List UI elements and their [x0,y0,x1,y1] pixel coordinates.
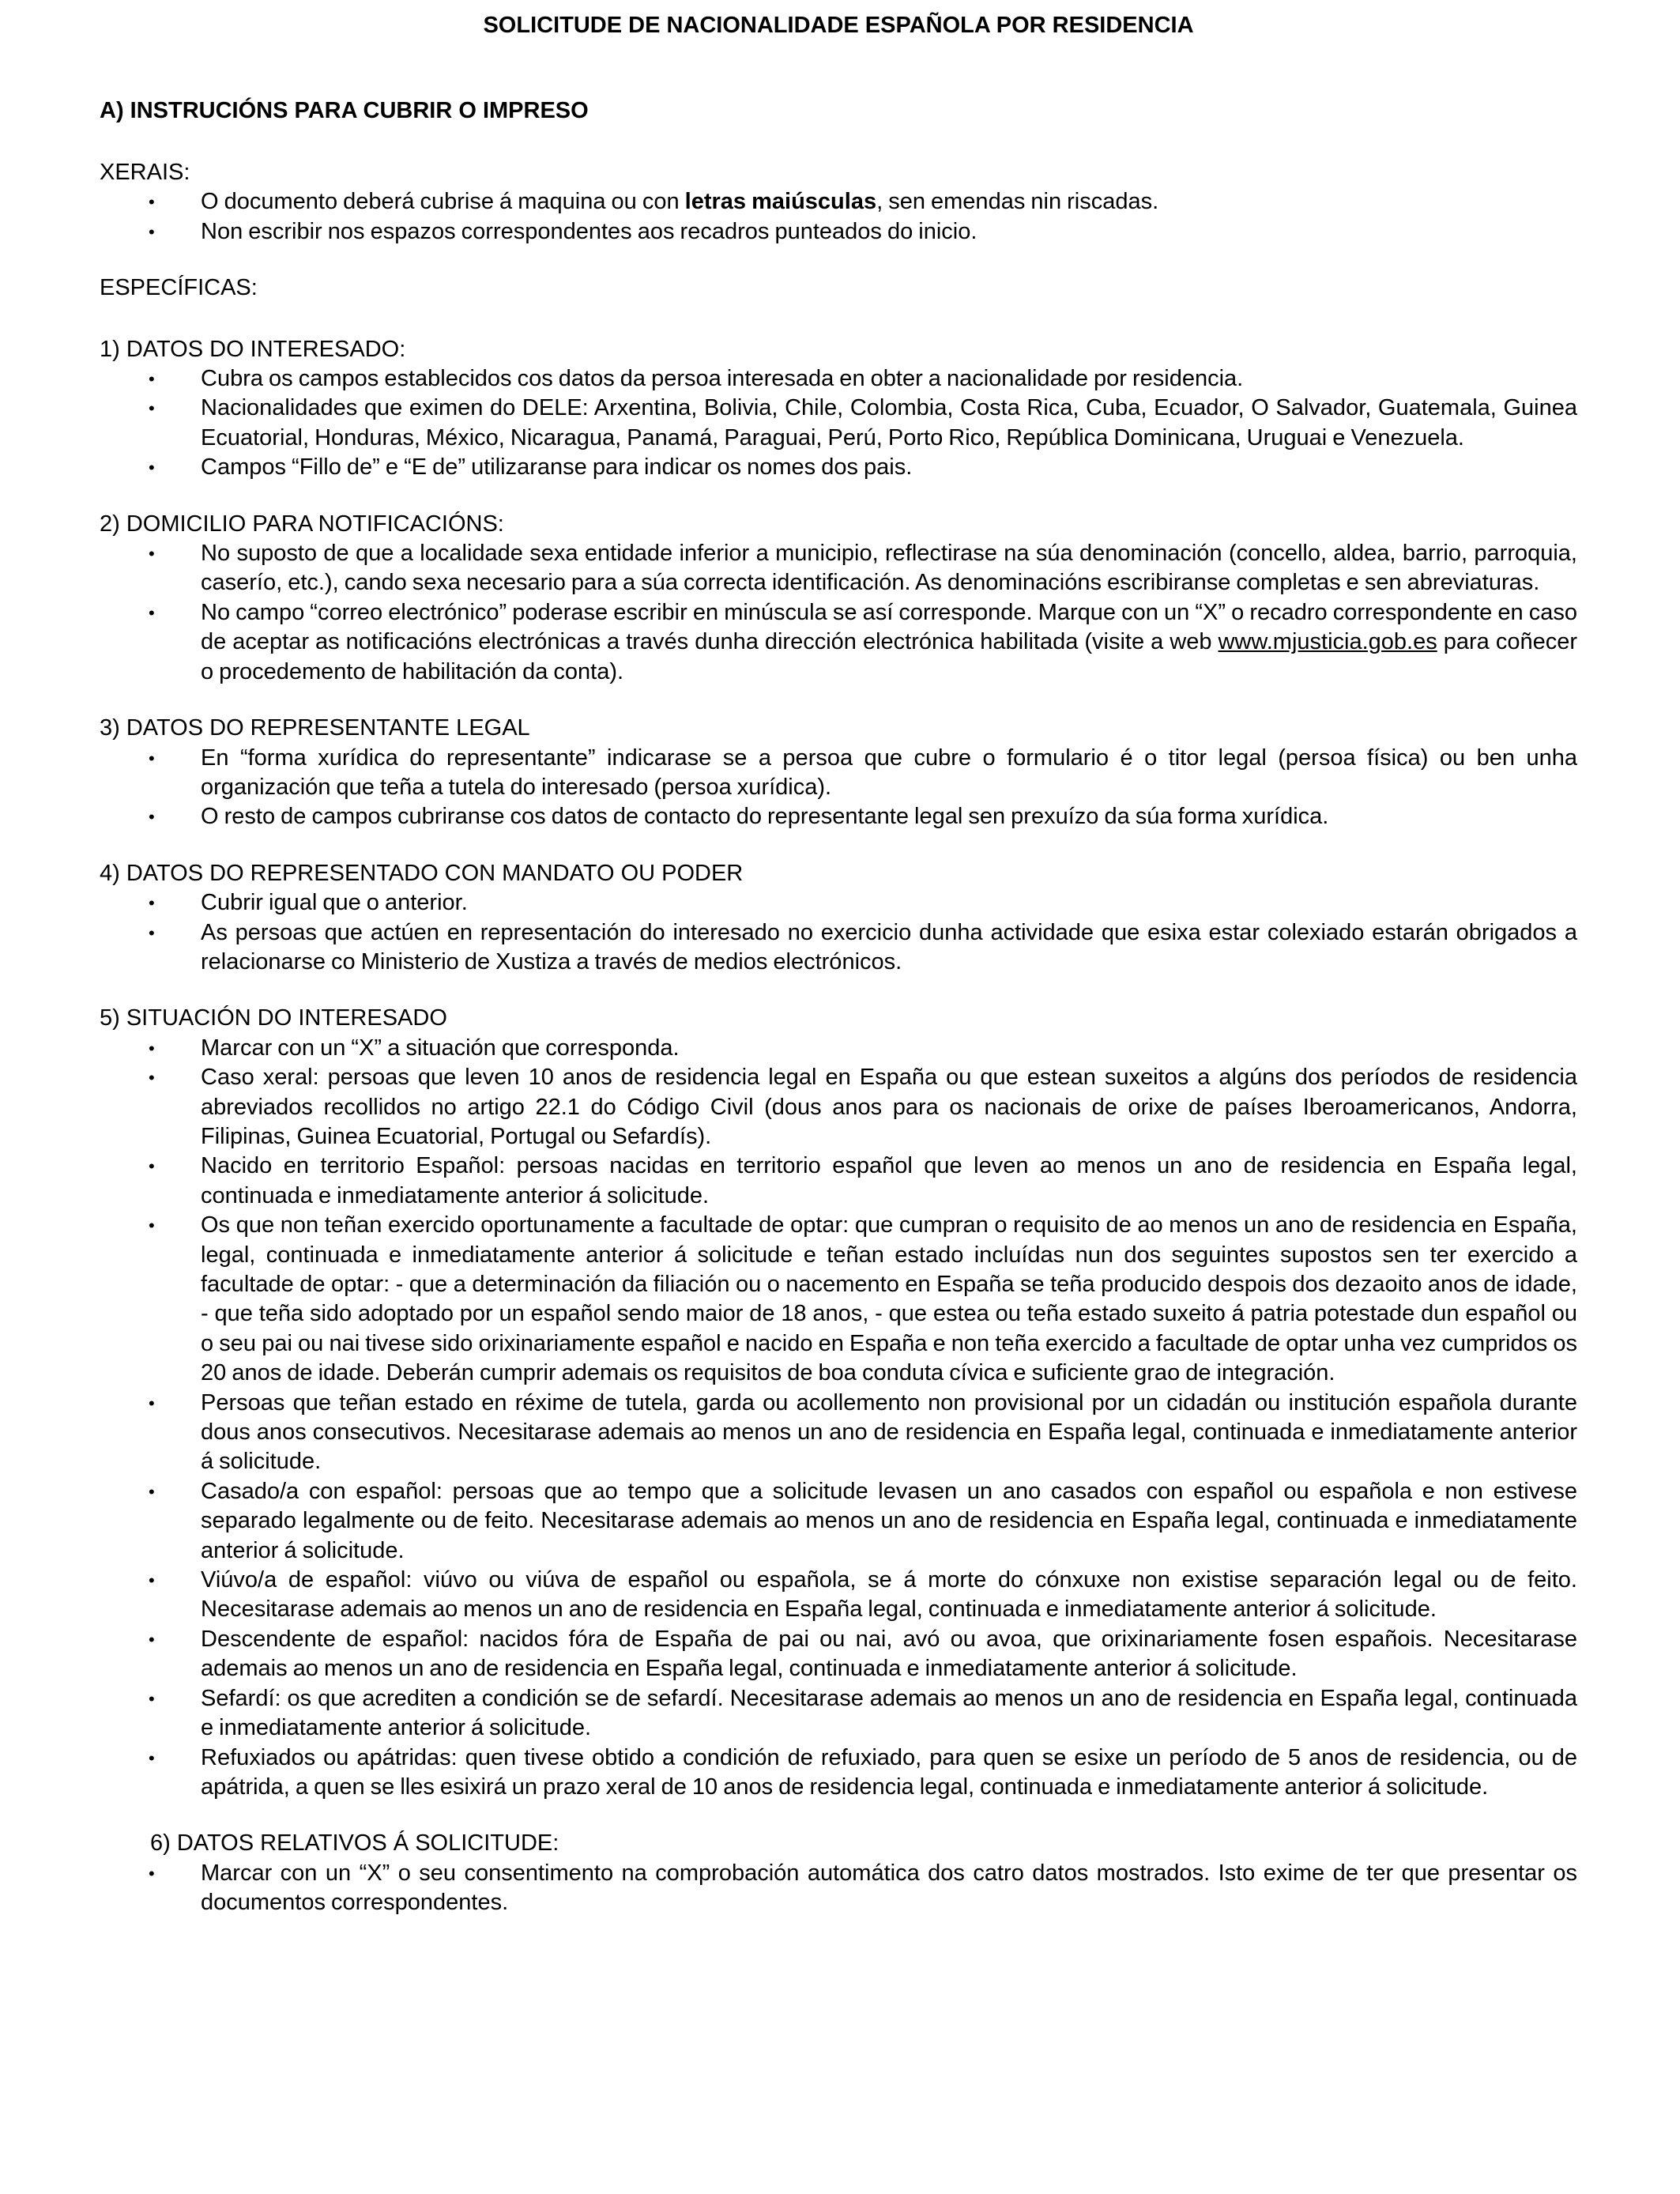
section-3-heading: 3) DATOS DO REPRESENTANTE LEGAL [100,715,530,741]
list-item [100,453,1577,482]
item-text: Caso xeral: persoas que leven 10 anos de residencia legal en España ou que estean suxeitos a algúns dos períodos de residencia abreviados recollidos no artigo 22.1 do Código Civil (dous anos para os nacionais de orixe de países Iberoamericanos, Andorra, Filipinas, Guinea Ecuatorial, Portugal ou Sefardís). [201,1065,1577,1149]
item-text: Persoas que teñan estado en réxime de tutela, garda ou acollemento non provisional por un cidadán ou institución española durante dous anos consecutivos. Necesitarase ademais ao menos un ano de residencia en España legal, continuada e inmediatamente anterior á solicitude. [201,1389,1577,1475]
list-item [100,744,1577,803]
list-item [100,1152,1577,1211]
bullet-icon: • [149,544,155,564]
item-text: O documento deberá cubrise á maquina ou con letras maiúsculas, sen emendas nin riscadas. [201,189,1159,215]
item-text: Sefardí: os que acrediten a condición se de sefardí. Necesitarase ademais ao menos un ano de residencia en España legal, continuada e inmediatamente anterior á solicitude. [201,1685,1577,1741]
section-a-title: A) INSTRUCIÓNS PARA CUBRIR O IMPRESO [100,98,589,123]
xerais-heading: XERAIS: [100,160,190,185]
section-4-heading: 4) DATOS DO REPRESENTADO CON MANDATO OU PODER [100,860,744,886]
item-text: Marcar con un “X” o seu consentimento na comprobación automática dos catro datos mostrados. Isto exime de ter que presentar os documentos correspondentes. [201,1860,1577,1916]
bullet-icon: • [149,1629,155,1649]
section-4-list [100,888,1577,977]
list-item [100,1034,1577,1063]
bullet-icon: • [149,369,155,390]
list-item [100,1063,1577,1152]
list-item [100,1684,1577,1744]
section-6-heading: 6) DATOS RELATIVOS Á SOLICITUDE: [150,1830,559,1857]
mjusticia-link[interactable]: www.mjusticia.gob.es [1218,629,1437,655]
item-text: Cubra os campos establecidos cos datos da persoa interesada en obter a nacionalidade por residencia. [201,366,1244,392]
item-text: Os que non teñan exercido oportunamente a facultade de optar: que cumpran o requisito de ao menos un ano de residencia en España, legal, continuada e inmediatamente anterior á solicitude e teñan estado incluídas nun dos seguintes supostos sen ter exercido a facultade de optar: - que a determinación da filiación ou o nacemento en España se teña producido despois dos dezaoito anos de idade, - que teña sido adoptado por un español sendo maior de 18 anos, - que estea ou teña estado suxeito á patria potestade dun español ou o seu pai ou nai tivese sido orixinariamente español e nacido en España e non teña exercido a facultade de optar unha vez cumpridos os 20 anos de idade. Deberán cumprir ademais os requisitos de boa conduta cívica e suficiente grao de integración. [201,1212,1577,1386]
bullet-icon: • [149,1481,155,1502]
section-6-list [100,1859,1577,1918]
bullet-icon: • [149,602,155,623]
bullet-icon: • [149,807,155,827]
bullet-icon: • [149,458,155,478]
section-2-list [100,539,1577,687]
bullet-icon: • [149,1393,155,1413]
bullet-icon: • [149,398,155,419]
bullet-icon: • [149,1216,155,1236]
item-text: As persoas que actúen en representación do interesado no exercicio dunha actividade que esixa estar colexiado estarán obrigados a relacionarse co Ministerio de Xustiza a través de medios electrónicos. [201,919,1577,974]
list-item [100,1744,1577,1803]
section-5-heading: 5) SITUACIÓN DO INTERESADO [100,1005,447,1031]
bullet-icon: • [149,1570,155,1591]
list-item [100,918,1577,978]
list-item [100,1211,1577,1388]
item-text: Campos “Fillo de” e “E de” utilizaranse para indicar os nomes dos pais. [201,454,913,481]
section-1-list [100,364,1577,483]
item-text: Descendente de español: nacidos fóra de España de pai ou nai, avó ou avoa, que orixinariamente fosen españois. Necesitarase ademais ao menos un ano de residencia en España legal, continuada e inmediatamente anterior á solicitude. [201,1626,1577,1682]
list-item [100,598,1577,687]
xerais-list [100,187,1577,247]
list-item [100,394,1577,453]
item-text: Marcar con un “X” a situación que corresponda. [201,1035,680,1061]
list-item [100,217,1577,247]
bold-emphasis: letras maiúsculas [684,189,877,215]
item-text: Nacionalidades que eximen do DELE: Arxentina, Bolivia, Chile, Colombia, Costa Rica, Cuba, Ecuador, O Salvador, Guatemala, Guinea Ecuatorial, Honduras, México, Nicaragua, Panamá, Paraguai, Perú, Porto Rico, República Dominicana, Uruguai e Venezuela. [201,395,1577,450]
instructions-body [100,158,1577,1945]
bullet-icon: • [149,1863,155,1883]
bullet-icon: • [149,748,155,768]
bullet-icon: • [149,1156,155,1177]
bullet-icon: • [149,1068,155,1088]
section-3-list [100,744,1577,832]
item-text: No suposto de que a localidade sexa entidade inferior a municipio, reflectirase na súa denominación (concello, aldea, barrio, parroquia, caserío, etc.), cando sexa necesario para a súa correcta identificación. As denominacións escribiranse completas e sen abreviaturas. [201,541,1577,596]
bullet-icon: • [149,1747,155,1768]
bullet-icon: • [149,221,155,242]
item-text: Viúvo/a de español: viúvo ou viúva de español ou española, se á morte do cónxuxe non existise separación legal ou de feito. Necesitarase ademais ao menos un ano de residencia en España legal, continuada e inmediatamente anterior á solicitude. [201,1567,1577,1623]
list-item [100,539,1577,598]
bullet-icon: • [149,1688,155,1709]
item-text: Cubrir igual que o anterior. [201,890,468,916]
especificas-heading: ESPECÍFICAS: [100,275,258,301]
list-item [100,802,1577,831]
list-item [100,1859,1577,1918]
section-5-list [100,1034,1577,1803]
document-title: SOLICITUDE DE NACIONALIDADE ESPAÑOLA POR RESIDENCIA [483,13,1194,38]
item-text: Non escribir nos espazos correspondentes aos recadros punteados do inicio. [201,218,977,244]
list-item [100,1625,1577,1684]
item-text: En “forma xurídica do representante” indicarase se a persoa que cubre o formulario é o titor legal (persoa física) ou ben unha organización que teña a tutela do interesado (persoa xurídica). [201,745,1577,800]
section-2-heading: 2) DOMICILIO PARA NOTIFICACIÓNS: [100,511,504,537]
list-item [100,187,1577,217]
bullet-icon: • [149,922,155,943]
bullet-icon: • [149,192,155,213]
bullet-icon: • [149,893,155,914]
list-item [100,1477,1577,1566]
list-item [100,364,1577,394]
list-item [100,1389,1577,1477]
item-text: No campo “correo electrónico” poderase escribir en minúscula se así corresponde. Marque con un “X” o recadro correspondente en caso de aceptar as notificacións electrónicas a través dunha dirección electrónica habilitada (visite a web www.mjusticia.gob.es para coñecer o procedemento de habilitación da conta). [201,599,1577,684]
list-item [100,888,1577,918]
bullet-icon: • [149,1038,155,1058]
section-1-heading: 1) DATOS DO INTERESADO: [100,336,406,362]
item-text: Refuxiados ou apátridas: quen tivese obtido a condición de refuxiado, para quen se esixe un período de 5 anos de residencia, ou de apátrida, a quen se lles esixirá un prazo xeral de 10 anos de residencia legal, continuada e inmediatamente anterior á solicitude. [201,1744,1577,1800]
list-item [100,1566,1577,1625]
item-text: Casado/a con español: persoas que ao tempo que a solicitude levasen un ano casados con español ou española e non estivese separado legalmente ou de feito. Necesitarase ademais ao menos un ano de residencia en España legal, continuada e inmediatamente anterior á solicitude. [201,1478,1577,1563]
item-text: Nacido en territorio Español: persoas nacidas en territorio español que leven ao menos un ano de residencia en España legal, continuada e inmediatamente anterior á solicitude. [201,1153,1577,1208]
item-text: O resto de campos cubriranse cos datos de contacto do representante legal sen prexuízo da súa forma xurídica. [201,804,1329,830]
